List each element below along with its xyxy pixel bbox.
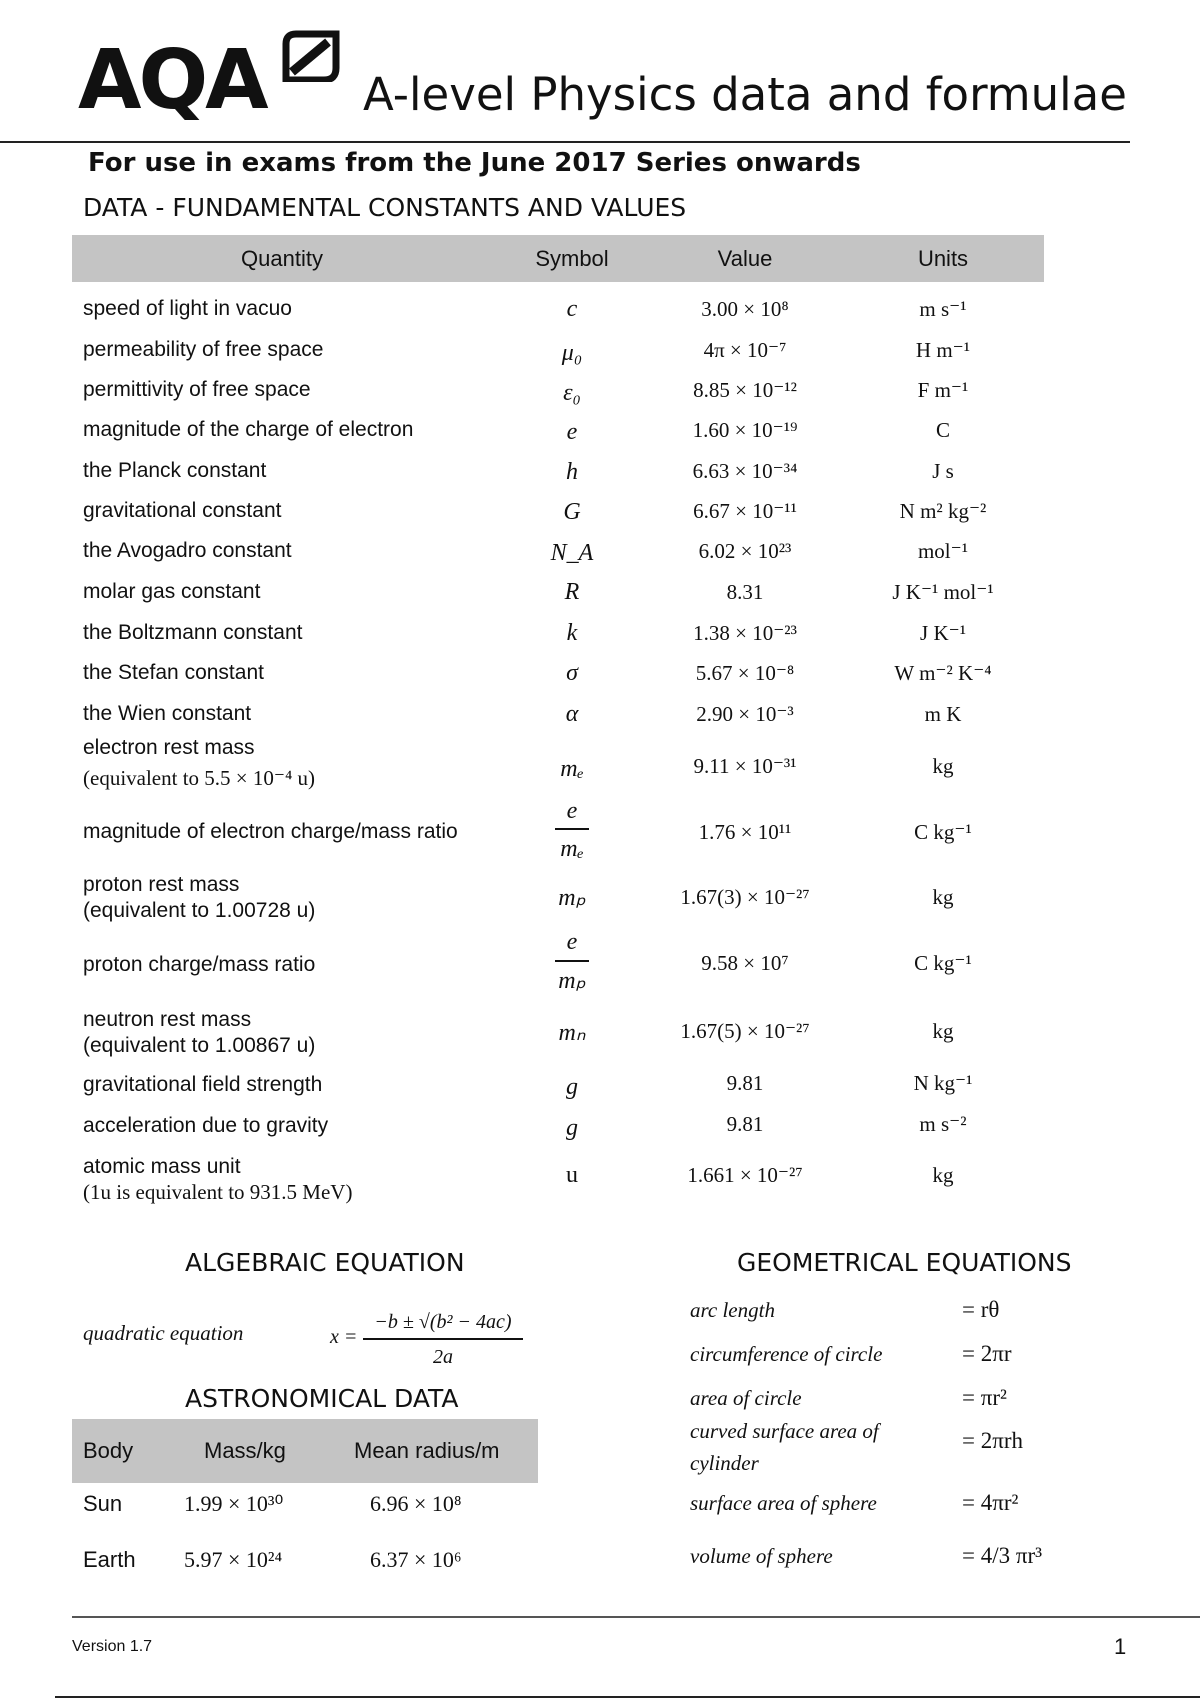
astro-body: Sun	[83, 1491, 123, 1516]
constant-note: (equivalent to 1.00867 u)	[83, 1034, 316, 1057]
constant-value: 1.67(3) × 10⁻²⁷	[680, 885, 810, 909]
constant-units: N kg⁻¹	[913, 1071, 973, 1095]
constant-value: 1.76 × 10¹¹	[698, 820, 792, 844]
document-title: A-level Physics data and formulae	[363, 68, 1127, 121]
constant-quantity: molar gas constant	[83, 580, 261, 603]
constant-value: 9.58 × 10⁷	[701, 951, 789, 975]
aqa-logo-mark-icon	[282, 30, 340, 82]
constant-symbol: e	[566, 419, 578, 445]
constant-symbol: mₑ	[560, 756, 584, 782]
constant-value: 6.02 × 10²³	[698, 539, 792, 563]
constant-quantity: the Wien constant	[83, 702, 252, 725]
constant-value: 2.90 × 10⁻³	[696, 702, 794, 726]
constant-units: J K⁻¹ mol⁻¹	[892, 580, 994, 604]
geometric-label: arc length	[690, 1298, 775, 1322]
constant-symbol: α	[565, 701, 579, 727]
constant-symbol: ε₀	[563, 380, 581, 406]
constant-value: 5.67 × 10⁻⁸	[695, 661, 795, 685]
constant-quantity: gravitational constant	[83, 499, 282, 522]
constant-symbol: h	[566, 459, 578, 485]
header-rule	[0, 141, 1130, 143]
constant-quantity: gravitational field strength	[83, 1073, 323, 1096]
fraction-bar	[555, 828, 589, 830]
quadratic-fraction-bar	[363, 1338, 523, 1340]
geometric-equation: = 4πr²	[962, 1490, 1019, 1515]
geometric-equation: = rθ	[962, 1297, 1000, 1322]
document-subtitle: For use in exams from the June 2017 Series onwards	[88, 148, 861, 178]
aqa-logo: AQA	[78, 33, 266, 128]
constant-quantity: permittivity of free space	[83, 378, 311, 401]
constant-units: m s⁻²	[919, 1112, 967, 1136]
geometric-equation: = πr²	[962, 1385, 1007, 1410]
geometric-label: surface area of sphere	[690, 1491, 877, 1515]
constant-note: (equivalent to 1.00728 u)	[83, 899, 316, 922]
constant-value: 6.63 × 10⁻³⁴	[692, 459, 798, 483]
version-label: Version 1.7	[72, 1638, 153, 1655]
constant-units: C	[935, 418, 950, 442]
column-header-body: Body	[83, 1438, 134, 1463]
constant-note: (1u is equivalent to 931.5 MeV)	[83, 1180, 353, 1204]
constant-value: 1.67(5) × 10⁻²⁷	[680, 1019, 810, 1043]
constant-symbol: μ₀	[561, 340, 583, 366]
constant-value: 8.31	[726, 580, 764, 604]
geometric-label: curved surface area of cylinder	[690, 1419, 879, 1475]
constant-units: N m² kg⁻²	[899, 499, 987, 523]
constant-units: C kg⁻¹	[914, 820, 972, 844]
constant-symbol: mₙ	[558, 1020, 586, 1046]
quadratic-denominator: 2a	[433, 1346, 453, 1368]
geometrical-heading: GEOMETRICAL EQUATIONS	[737, 1248, 1072, 1277]
constant-units: C kg⁻¹	[914, 951, 972, 975]
constant-quantity: proton charge/mass ratio	[83, 953, 316, 976]
geometric-equation: = 2πrh	[962, 1428, 1023, 1453]
astro-radius: 6.37 × 10⁶	[370, 1547, 462, 1572]
constant-symbol: G	[563, 499, 581, 525]
constant-units: kg	[932, 885, 954, 909]
constant-units: m s⁻¹	[919, 297, 967, 321]
constant-units: J s	[932, 459, 954, 483]
algebraic-heading: ALGEBRAIC EQUATION	[185, 1248, 465, 1277]
constant-value: 9.81	[726, 1112, 764, 1136]
constant-symbol: σ	[566, 660, 578, 686]
constant-value: 1.60 × 10⁻¹⁹	[692, 418, 798, 442]
constants-heading: DATA - FUNDAMENTAL CONSTANTS AND VALUES	[83, 193, 687, 222]
fraction-bar	[555, 960, 589, 962]
constant-value: 1.661 × 10⁻²⁷	[687, 1163, 803, 1187]
constants-table-header	[72, 235, 1044, 282]
astronomical-heading: ASTRONOMICAL DATA	[185, 1384, 459, 1413]
geometric-label: volume of sphere	[690, 1544, 833, 1568]
constant-units: mol⁻¹	[917, 539, 969, 563]
constant-units: kg	[932, 1163, 954, 1187]
constant-symbol: mₚ	[558, 885, 586, 911]
constant-symbol: u	[566, 1162, 578, 1188]
astronomical-table-header	[72, 1419, 538, 1483]
geometric-equation: = 4/3 πr³	[962, 1543, 1043, 1568]
column-header-radius: Mean radius/m	[354, 1438, 500, 1463]
constant-quantity: atomic mass unit	[83, 1155, 241, 1178]
astro-radius: 6.96 × 10⁸	[370, 1491, 462, 1516]
column-header-symbol: Symbol	[535, 246, 609, 271]
column-header-quantity: Quantity	[241, 246, 323, 271]
astro-body: Earth	[83, 1547, 136, 1572]
constant-quantity: the Avogadro constant	[83, 539, 292, 562]
constant-quantity: acceleration due to gravity	[83, 1114, 329, 1137]
constant-quantity: the Boltzmann constant	[83, 621, 303, 644]
constant-quantity: permeability of free space	[83, 338, 324, 361]
constant-symbol: k	[566, 620, 578, 646]
geometric-equation: = 2πr	[962, 1341, 1012, 1366]
geometric-label: area of circle	[690, 1386, 802, 1410]
constant-units: W m⁻² K⁻⁴	[894, 661, 992, 685]
constant-quantity: the Stefan constant	[83, 661, 264, 684]
constant-units: F m⁻¹	[917, 378, 969, 402]
page-number: 1	[1114, 1634, 1127, 1659]
ratio-symbol-denominator: mₚ	[558, 968, 586, 994]
ratio-symbol-numerator: e	[566, 929, 578, 955]
constant-units: m K	[924, 702, 962, 726]
constant-symbol: g	[566, 1115, 578, 1141]
constant-value: 9.11 × 10⁻³¹	[693, 754, 797, 778]
column-header-value: Value	[717, 246, 773, 271]
constant-symbol: N_A	[550, 540, 594, 566]
page-bottom-rule	[55, 1696, 1200, 1698]
geometric-label: circumference of circle	[690, 1342, 883, 1366]
ratio-symbol-denominator: mₑ	[560, 836, 584, 862]
constant-quantity: proton rest mass	[83, 873, 240, 896]
constant-units: kg	[932, 1019, 954, 1043]
constant-quantity: electron rest mass	[83, 736, 255, 759]
astro-mass: 5.97 × 10²⁴	[184, 1547, 283, 1572]
constant-units: J K⁻¹	[920, 621, 966, 645]
constant-units: kg	[932, 754, 954, 778]
constant-quantity: magnitude of the charge of electron	[83, 418, 414, 441]
constant-quantity: the Planck constant	[83, 459, 267, 482]
constant-value: 9.81	[726, 1071, 764, 1095]
constant-value: 4π × 10⁻⁷	[703, 338, 787, 362]
constant-units: H m⁻¹	[915, 338, 971, 362]
astro-mass: 1.99 × 10³⁰	[184, 1491, 284, 1516]
constant-quantity: magnitude of electron charge/mass ratio	[83, 820, 458, 843]
quadratic-lhs: x =	[330, 1326, 358, 1348]
footer-rule	[72, 1616, 1200, 1618]
quadratic-numerator: −b ± √(b² − 4ac)	[374, 1311, 512, 1333]
constant-value: 8.85 × 10⁻¹²	[693, 378, 797, 402]
constant-symbol: R	[564, 579, 580, 605]
constant-value: 6.67 × 10⁻¹¹	[693, 499, 797, 523]
constant-symbol: g	[566, 1074, 578, 1100]
constant-value: 1.38 × 10⁻²³	[693, 621, 797, 645]
column-header-mass: Mass/kg	[204, 1438, 286, 1463]
column-header-units: Units	[917, 246, 969, 271]
constant-note: (equivalent to 5.5 × 10⁻⁴ u)	[83, 766, 316, 790]
quadratic-label: quadratic equation	[83, 1321, 244, 1345]
constant-value: 3.00 × 10⁸	[701, 297, 789, 321]
constant-quantity: speed of light in vacuo	[83, 297, 292, 320]
constant-quantity: neutron rest mass	[83, 1008, 252, 1031]
ratio-symbol-numerator: e	[566, 798, 578, 824]
constant-symbol: c	[566, 296, 578, 322]
